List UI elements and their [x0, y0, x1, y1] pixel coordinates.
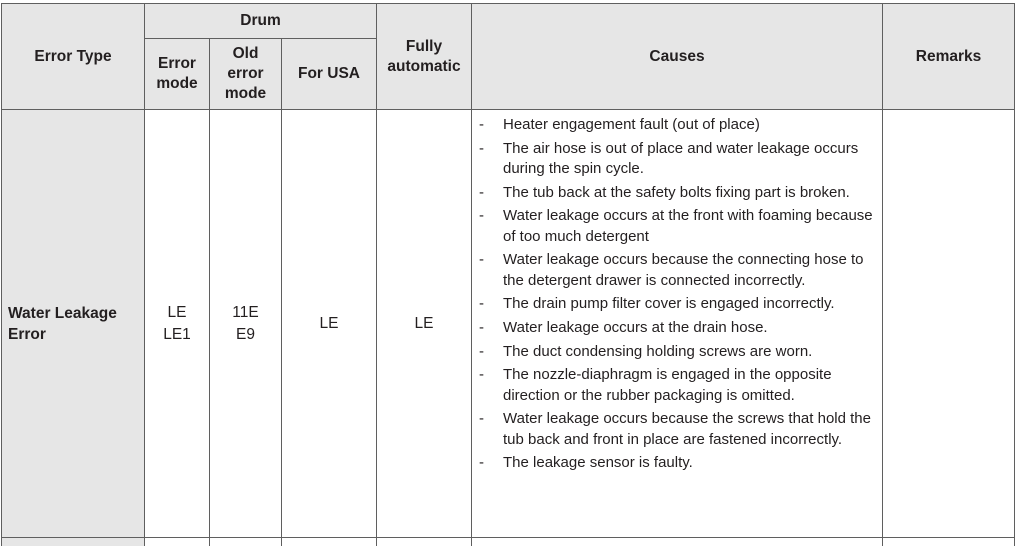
- header-drum: Drum: [145, 4, 377, 39]
- error-mode-code-1: LE: [145, 302, 209, 324]
- cause-item: [478, 342, 878, 362]
- header-error-mode-line-1: Error: [145, 54, 209, 74]
- header-error-type: Error Type: [2, 4, 145, 110]
- bullet-dash: -: [479, 250, 484, 270]
- next-row-cell: [145, 538, 210, 546]
- header-fully-automatic-line-1: Fully: [377, 37, 471, 57]
- bullet-dash: -: [479, 206, 484, 226]
- next-row-cell: [210, 538, 282, 546]
- cause-text: Water leakage occurs at the drain hose.: [503, 319, 768, 336]
- header-for-usa: For USA: [282, 39, 377, 110]
- bullet-dash: -: [479, 183, 484, 203]
- cause-item: [478, 250, 878, 291]
- bullet-dash: -: [479, 365, 484, 385]
- header-fully-automatic-line-2: automatic: [377, 57, 471, 77]
- for-usa-cell: LE: [282, 110, 377, 538]
- error-mode-cell: [145, 110, 210, 538]
- bullet-dash: -: [479, 409, 484, 429]
- header-old-error-mode-line-1: Old: [210, 44, 281, 64]
- bullet-dash: -: [479, 139, 484, 159]
- cause-item: [478, 318, 878, 338]
- cause-text: Water leakage occurs at the front with foaming because of too much detergent: [503, 207, 873, 244]
- next-row-type-cell: [2, 538, 145, 546]
- fully-automatic-cell: LE: [377, 110, 472, 538]
- cause-item: [478, 409, 878, 450]
- header-error-mode-line-2: mode: [145, 74, 209, 94]
- cause-text: The drain pump filter cover is engaged incorrectly.: [503, 295, 835, 312]
- next-row-cell: [472, 538, 883, 546]
- causes-cell: [472, 110, 883, 538]
- next-row-cell: [377, 538, 472, 546]
- causes-list: [478, 115, 878, 474]
- header-remarks: Remarks: [883, 4, 1015, 110]
- remarks-cell: [883, 110, 1015, 538]
- cause-item: [478, 115, 878, 135]
- old-error-mode-code-1: 11E: [210, 302, 281, 324]
- error-type-cell: [2, 110, 145, 538]
- error-code-table: [1, 3, 1015, 546]
- error-type-line-2: Error: [8, 324, 144, 345]
- cause-text: The nozzle-diaphragm is engaged in the opposite direction or the rubber packaging is omitted.: [503, 366, 832, 403]
- header-old-error-mode: [210, 39, 282, 110]
- old-error-mode-code-2: E9: [210, 324, 281, 346]
- cause-text: Heater engagement fault (out of place): [503, 116, 760, 133]
- cause-item: [478, 294, 878, 314]
- header-old-error-mode-line-2: error: [210, 64, 281, 84]
- cause-text: The leakage sensor is faulty.: [503, 454, 693, 471]
- bullet-dash: -: [479, 453, 484, 473]
- cause-item: [478, 183, 878, 203]
- bullet-dash: -: [479, 318, 484, 338]
- header-old-error-mode-line-3: mode: [210, 84, 281, 104]
- error-type-line-1: Water Leakage: [8, 303, 144, 324]
- next-table-row: [2, 538, 1015, 546]
- bullet-dash: -: [479, 342, 484, 362]
- cause-item: [478, 139, 878, 180]
- error-mode-code-2: LE1: [145, 324, 209, 346]
- cause-text: The tub back at the safety bolts fixing part is broken.: [503, 184, 850, 201]
- cause-item: [478, 206, 878, 247]
- header-causes: Causes: [472, 4, 883, 110]
- cause-text: Water leakage occurs because the connecting hose to the detergent drawer is connected incorrectly.: [503, 251, 864, 288]
- header-error-mode: [145, 39, 210, 110]
- cause-text: The duct condensing holding screws are worn.: [503, 343, 812, 360]
- cause-text: The air hose is out of place and water leakage occurs during the spin cycle.: [503, 140, 858, 177]
- cause-item: [478, 453, 878, 473]
- next-row-cell: [883, 538, 1015, 546]
- cause-item: [478, 365, 878, 406]
- table-row: [2, 110, 1015, 538]
- old-error-mode-cell: [210, 110, 282, 538]
- bullet-dash: -: [479, 115, 484, 135]
- header-fully-automatic: [377, 4, 472, 110]
- next-row-cell: [282, 538, 377, 546]
- cause-text: Water leakage occurs because the screws that hold the tub back and front in place are fastened incorrectly.: [503, 410, 871, 447]
- bullet-dash: -: [479, 294, 484, 314]
